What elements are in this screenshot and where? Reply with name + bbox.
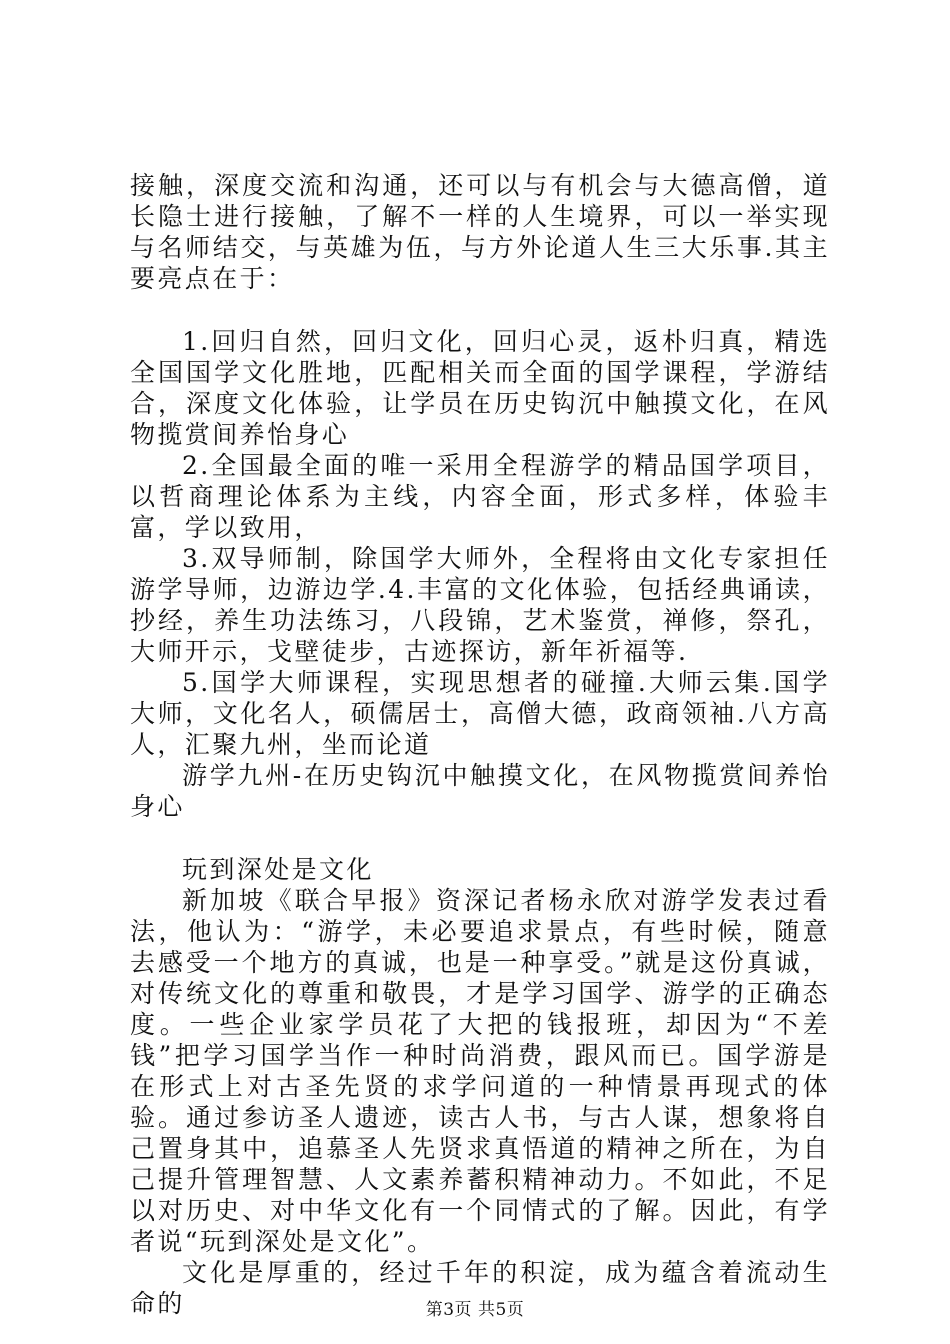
paragraph-slogan: 游学九州-在历史钩沉中触摸文化，在风物揽赏间养怡身心 xyxy=(130,761,830,821)
paragraph-point-2: 2.全国最全面的唯一采用全程游学的精品国学项目，以哲商理论体系为主线，内容全面，形式多样，体验丰富，学以致用， xyxy=(130,451,830,542)
paragraph-culture-heavy: 文化是厚重的，经过千年的积淀，成为蕴含着流动生命的 xyxy=(130,1258,830,1318)
paragraph-point-5: 5.国学大师课程，实现思想者的碰撞.大师云集.国学大师，文化名人，硕儒居士，高僧大德，政商领袖.八方高人，汇聚九州，坐而论道 xyxy=(130,668,830,759)
paragraph-point-3-4: 3.双导师制，除国学大师外，全程将由文化专家担任游学导师，边游边学.4.丰富的文化体验，包括经典诵读，抄经，养生功法练习，八段锦，艺术鉴赏，禅修，祭孔，大师开示，戈壁徒步，古迹探访，新年祈福等. xyxy=(130,544,830,666)
section-heading: 玩到深处是文化 xyxy=(182,855,374,884)
paragraph-culture-travel: 新加坡《联合早报》资深记者杨永欣对游学发表过看法，他认为：“游学，未必要追求景点，有些时候，随意去感受一个地方的真诚，也是一种享受。”就是这份真诚，对传统文化的尊重和敬畏，才是学习国学、游学的正确态度。一些企业家学员花了大把的钱报班，却因为“不差钱”把学习国学当作一种时尚消费，跟风而已。国学游是在形式上对古圣先贤的求学问道的一种情景再现式的体验。通过参访圣人遗迹，读古人书，与古人谋，想象将自己置身其中，追慕圣人先贤求真悟道的精神之所在，为自己提升管理智慧、人文素养蓄积精神动力。不如此，不足以对历史、对中华文化有一个同情式的了解。因此，有学者说“玩到深处是文化”。 xyxy=(130,886,830,1256)
paragraph-intro: 接触，深度交流和沟通，还可以与有机会与大德高僧，道长隐士进行接触，了解不一样的人生境界，可以一举实现与名师结交，与英雄为伍，与方外论道人生三大乐事.其主要亮点在于： xyxy=(130,171,830,293)
paragraph-point-1: 1.回归自然，回归文化，回归心灵，返朴归真，精选全国国学文化胜地，匹配相关而全面的国学课程，学游结合，深度文化体验，让学员在历史钩沉中触摸文化，在风物揽赏间养怡身心 xyxy=(130,327,830,449)
document-body xyxy=(130,170,830,1319)
page-number-footer: 第3页 共5页 xyxy=(425,1300,525,1320)
